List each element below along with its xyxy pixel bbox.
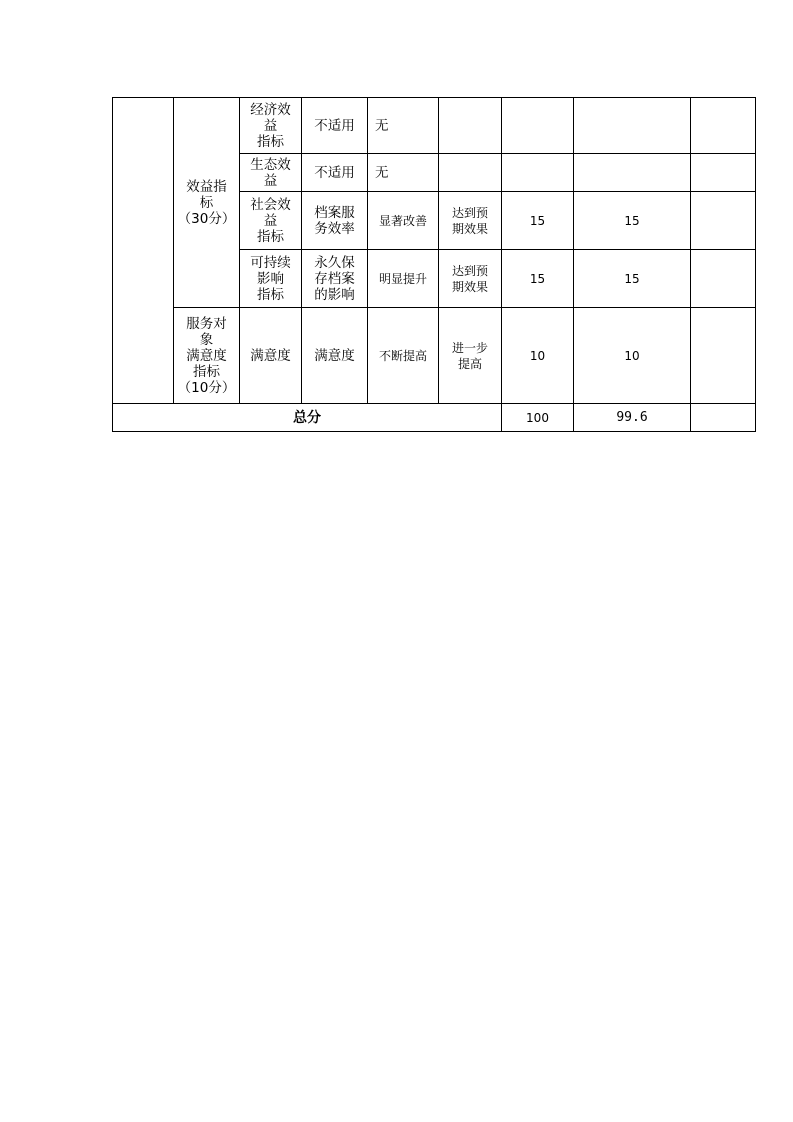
target-value: 显著改善 (368, 192, 439, 250)
secondary-indicator: 满意度 (240, 308, 302, 404)
target-value: 明显提升 (368, 250, 439, 308)
actual-result (439, 154, 502, 192)
total-row (113, 404, 756, 432)
target-value: 不断提高 (368, 308, 439, 404)
actual-result: 达到预 期效果 (439, 192, 502, 250)
score-value: 15 (574, 192, 691, 250)
first-level-blank-cell (113, 98, 174, 404)
secondary-indicator: 社会效 益 指标 (240, 192, 302, 250)
target-value: 无 (368, 154, 439, 192)
score-value (574, 154, 691, 192)
note-cell (691, 154, 756, 192)
total-score: 99.6 (574, 404, 691, 432)
weight-value (502, 154, 574, 192)
indicator-name: 不适用 (302, 154, 368, 192)
indicator-name: 不适用 (302, 98, 368, 154)
weight-value: 15 (502, 250, 574, 308)
actual-result: 达到预 期效果 (439, 250, 502, 308)
total-label: 总分 (113, 404, 502, 432)
actual-result: 进一步 提高 (439, 308, 502, 404)
indicator-name: 永久保 存档案 的影响 (302, 250, 368, 308)
score-value: 10 (574, 308, 691, 404)
indicator-name: 档案服 务效率 (302, 192, 368, 250)
secondary-indicator: 经济效 益 指标 (240, 98, 302, 154)
satisfaction-group-label: 服务对 象 满意度 指标 （10分） (174, 308, 240, 404)
actual-result (439, 98, 502, 154)
indicator-name: 满意度 (302, 308, 368, 404)
note-cell (691, 308, 756, 404)
weight-value (502, 98, 574, 154)
note-cell (691, 192, 756, 250)
table-row (113, 98, 756, 154)
target-value: 无 (368, 98, 439, 154)
note-cell (691, 250, 756, 308)
secondary-indicator: 生态效 益 (240, 154, 302, 192)
note-cell (691, 98, 756, 154)
total-weight: 100 (502, 404, 574, 432)
performance-table (112, 97, 756, 432)
weight-value: 15 (502, 192, 574, 250)
score-value (574, 98, 691, 154)
secondary-indicator: 可持续 影响 指标 (240, 250, 302, 308)
total-note (691, 404, 756, 432)
table-row (113, 308, 756, 404)
benefit-group-label: 效益指 标 （30分） (174, 98, 240, 308)
score-value: 15 (574, 250, 691, 308)
weight-value: 10 (502, 308, 574, 404)
